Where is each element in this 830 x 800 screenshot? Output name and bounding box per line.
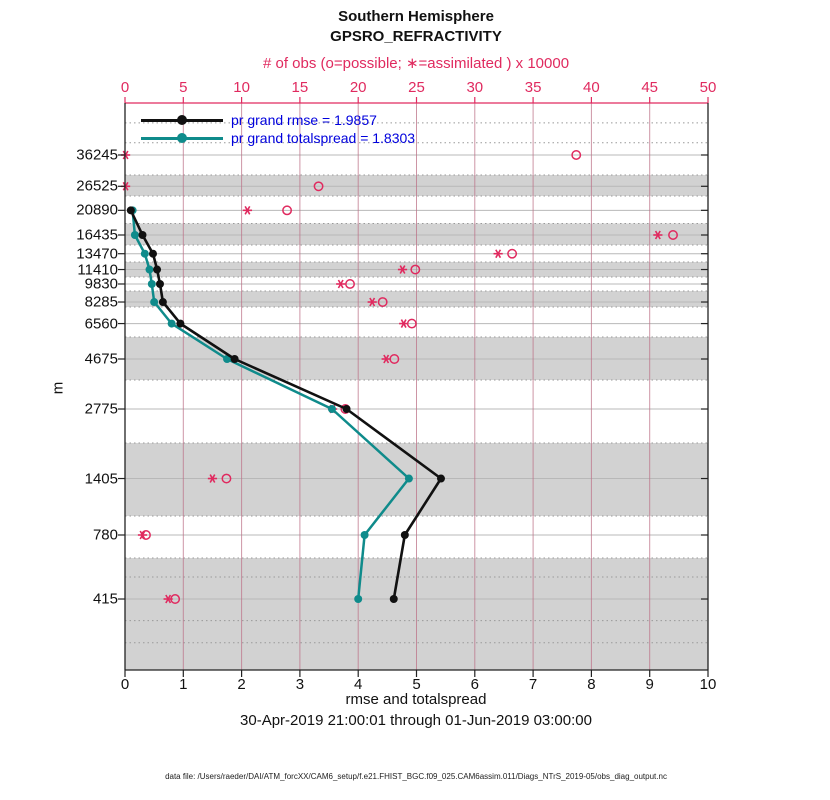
rmse-point-marker (401, 531, 409, 539)
bottom-axis-tick-label: 0 (120, 676, 130, 693)
y-axis-tick-label: 9830 (84, 275, 118, 293)
rmse-point-marker (156, 280, 164, 288)
y-axis-tick-label: 780 (92, 526, 118, 544)
y-axis-tick-label: 16435 (76, 226, 118, 244)
top-axis-tick-label: 35 (524, 79, 542, 96)
spread-point-marker (148, 280, 156, 288)
y-axis-tick-label: 2775 (84, 400, 118, 418)
legend-label-totalspread: pr grand totalspread = 1.8303 (231, 130, 416, 146)
rmse-point-marker (343, 405, 351, 413)
y-axis-tick-label: 11410 (77, 261, 118, 279)
rmse-point-marker (231, 355, 239, 363)
rmse-point-marker (127, 206, 135, 214)
rmse-point-marker (153, 266, 161, 274)
rmse-point-marker (390, 595, 398, 603)
bottom-axis-tick-label: 10 (699, 676, 717, 693)
spread-point-marker (145, 266, 153, 274)
top-axis-tick-label: 20 (349, 79, 367, 96)
bottom-axis-tick-label: 9 (645, 676, 654, 693)
x-axis-label: rmse and totalspread (345, 691, 487, 708)
top-axis-tick-label: 50 (699, 79, 717, 96)
spread-point-marker (131, 231, 139, 239)
y-axis-tick-label: 1405 (84, 470, 118, 488)
spread-point-marker (150, 298, 158, 306)
bottom-axis-tick-label: 6 (470, 676, 479, 693)
legend-label-rmse: pr grand rmse = 1.9857 (231, 112, 377, 128)
top-axis-tick-label: 40 (583, 79, 600, 96)
totalspread-line-marker-swatch (139, 129, 225, 147)
top-axis-tick-label: 10 (233, 79, 250, 96)
spread-point-marker (361, 531, 369, 539)
plot-title: Southern Hemisphere (338, 8, 494, 25)
top-axis-tick-label: 25 (408, 79, 425, 96)
legend (139, 111, 415, 147)
legend-item-totalspread (139, 129, 415, 147)
bottom-axis-tick-label: 4 (354, 676, 363, 693)
y-axis-tick-label: 13470 (76, 245, 118, 263)
top-axis-tick-label: 15 (291, 79, 309, 96)
y-axis-tick-label: 8285 (84, 293, 118, 311)
rmse-point-marker (159, 298, 167, 306)
spread-point-marker (405, 475, 413, 483)
rmse-point-marker (149, 250, 157, 258)
bottom-axis-tick-label: 3 (295, 676, 305, 693)
legend-item-rmse (139, 111, 415, 129)
bottom-axis-tick-label: 7 (528, 676, 538, 693)
bottom-axis-tick-label: 1 (179, 676, 188, 693)
top-axis-tick-label: 45 (641, 79, 659, 96)
bottom-axis-tick-label: 2 (237, 676, 246, 693)
top-axis-tick-label: 30 (466, 79, 484, 96)
top-axis-tick-label: 0 (120, 79, 130, 96)
plot-subtitle: GPSRO_REFRACTIVITY (330, 28, 502, 45)
rmse-point-marker (437, 475, 445, 483)
rmse-point-marker (138, 231, 146, 239)
spread-point-marker (168, 320, 176, 328)
y-axis-tick-label: 20890 (76, 201, 118, 219)
spread-point-marker (354, 595, 362, 603)
rmse-point-marker (176, 320, 184, 328)
top-axis-label: # of obs (o=possible; ∗=assimilated ) x 10000 (262, 55, 570, 72)
date-range-label: 30-Apr-2019 21:00:01 through 01-Jun-2019 03:00:00 (240, 712, 592, 729)
bottom-axis-tick-label: 8 (587, 676, 596, 693)
bottom-axis-tick-label: 5 (412, 676, 421, 693)
y-axis-tick-label: 6560 (84, 315, 118, 333)
spread-point-marker (328, 405, 336, 413)
top-axis-tick-label: 5 (179, 79, 188, 96)
y-axis-tick-label: 4675 (84, 350, 118, 368)
y-axis-tick-label: 26525 (76, 177, 118, 195)
spread-point-marker (141, 250, 149, 258)
y-axis-tick-label: 415 (92, 590, 118, 608)
rmse-line-marker-swatch (139, 111, 225, 129)
y-axis-label: m (49, 381, 67, 395)
footer-datafile: data file: /Users/raeder/DAI/ATM_forcXX/CAM6_setup/f.e21.FHIST_BGC.f09_025.CAM6assim.011/Diags_NTrS_2019-05/obs_diag_output.nc (165, 772, 667, 781)
y-axis-tick-label: 36245 (76, 146, 118, 164)
